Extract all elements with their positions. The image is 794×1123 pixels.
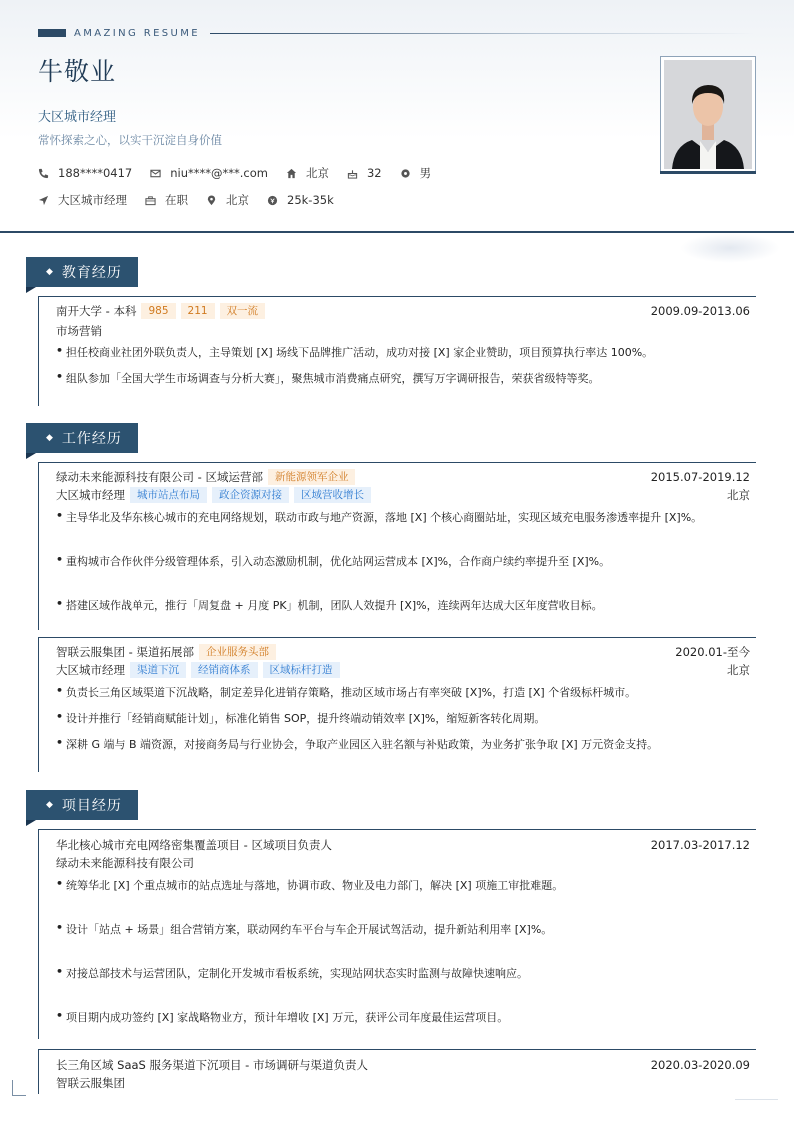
cake-icon (347, 168, 358, 179)
education-entry (38, 296, 756, 406)
company-name: 绿动未来能源科技有限公司 - 区域运营部 (56, 470, 263, 484)
mail-icon (150, 168, 161, 179)
work-bullet: • 设计并推行「经销商赋能计划」，标准化销售 SOP，提升终端动销效率 [X]%，缩短新客转化周期。 (56, 710, 546, 725)
salary-text: 25k-35k (287, 193, 334, 207)
salary-item (267, 193, 334, 207)
work-entry (38, 637, 756, 772)
phone-text: 188****0417 (58, 166, 133, 180)
role-name: 大区城市经理 (56, 488, 125, 502)
brand-rule (210, 33, 755, 34)
work-bullet: • 深耕 G 端与 B 端资源，对接商务局与行业协会，争取产业园区入驻名额与补贴政策，为业务扩张争取 [X] 万元资金支持。 (56, 736, 659, 751)
bullet-text: 设计并推行「经销商赋能计划」，标准化销售 SOP，提升终端动销效率 [X]%，缩短新客转化周期。 (66, 712, 546, 725)
project-name: 长三角区域 SaaS 服务渠道下沉项目 - 市场调研与渠道负责人 (56, 1058, 368, 1072)
bullet-text: 统筹华北 [X] 个重点城市的站点选址与落地，协调市政、物业及电力部门，解决 [X] 项施工审批难题。 (66, 879, 564, 892)
work-header-row (56, 469, 750, 485)
major-name: 市场营销 (56, 324, 102, 338)
header-shadow (680, 233, 780, 263)
education-date: 2009.09-2013.06 (650, 304, 750, 318)
diamond-icon: ◆ (46, 267, 54, 277)
phone-item (38, 166, 132, 180)
age-text: 32 (366, 166, 382, 180)
work-bullet: • 负责长三角区域渠道下沉战略，制定差异化进销存策略，推动区域市场占有率突破 [X]%，打造 [X] 个省级标杆城市。 (56, 684, 637, 699)
bullet-text: 负责长三角区域渠道下沉战略，制定差异化进销存策略，推动区域市场占有率突破 [X]%，打造 [X] 个省级标杆城市。 (66, 686, 637, 699)
target-city-item (206, 192, 249, 208)
project-entry (38, 1049, 756, 1094)
bullet-text: 重构城市合作伙伴分级管理体系，引入动态激励机制，优化站网运营成本 [X]%，合作商户续约率提升至 [X]%。 (66, 555, 611, 568)
candidate-motto: 常怀探索之心，以实干沉淀自身价值 (38, 133, 222, 147)
target-role-item (38, 192, 127, 208)
project-bullet: • 设计「站点 + 场景」组合营销方案，联动网约车平台与车企开展试驾活动，提升新站利用率 [X]%。 (56, 921, 553, 936)
city-text: 北京 (305, 166, 329, 180)
bullet-text: 项目期内成功签约 [X] 家战略物业方，预计年增收 [X] 万元，获评公司年度最佳运营项目。 (66, 1011, 509, 1024)
company-tag: 新能源领军企业 (268, 469, 356, 485)
location-pin-icon (206, 195, 217, 206)
contact-info-row (38, 165, 449, 181)
diamond-icon: ◆ (46, 800, 54, 810)
work-bullet: • 主导华北及华东核心城市的充电网络规划，联动市政与地产资源，落地 [X] 个核心商圈站址，实现区域充电服务渗透率提升 [X]%。 (56, 509, 703, 524)
role-tag: 经销商体系 (191, 662, 258, 678)
gender-item (400, 165, 432, 181)
work-location: 北京 (727, 488, 750, 502)
money-icon (267, 195, 278, 206)
project-org: 绿动未来能源科技有限公司 (56, 856, 194, 870)
city-item (286, 165, 329, 181)
bullet-text: 对接总部技术与运营团队，定制化开发城市看板系统，实现站网状态实时监测与故障快速响应。 (66, 967, 528, 980)
education-bullet: • 组队参加「全国大学生市场调查与分析大赛」，聚焦城市消费痛点研究，撰写万字调研报告，荣获省级特等奖。 (56, 370, 600, 385)
profile-photo-image (664, 60, 752, 169)
brand-mark (38, 27, 200, 39)
project-date: 2020.03-2020.09 (650, 1058, 750, 1072)
phone-icon (38, 168, 49, 179)
work-entry (38, 462, 756, 630)
section-title-text: 项目经历 (61, 798, 122, 814)
work-header-row (56, 644, 750, 660)
project-bullet: • 项目期内成功签约 [X] 家战略物业方，预计年增收 [X] 万元，获评公司年度最佳运营项目。 (56, 1009, 509, 1024)
work-role-row (56, 487, 750, 503)
page-corner-mark (12, 1080, 26, 1096)
role-name: 大区城市经理 (56, 663, 125, 677)
project-entry (38, 829, 756, 1039)
role-tag: 政企资源对接 (212, 487, 289, 503)
work-bullet: • 搭建区域作战单元，推行「周复盘 + 月度 PK」机制，团队人效提升 [X]%，连续两年达成大区年度营收目标。 (56, 597, 603, 612)
school-name: 南开大学 - 本科 (56, 304, 137, 318)
role-tag: 区域营收增长 (294, 487, 371, 503)
candidate-name: 牛敬业 (38, 57, 117, 86)
role-tag: 区域标杆打造 (263, 662, 340, 678)
bullet-text: 深耕 G 端与 B 端资源，对接商务局与行业协会，争取产业园区入驻名额与补贴政策，为业务扩张争取 [X] 万元资金支持。 (66, 738, 659, 751)
home-icon (286, 168, 297, 179)
brand-text: AMAZING RESUME (74, 27, 200, 39)
profile-photo (660, 56, 756, 173)
bullet-text: 主导华北及华东核心城市的充电网络规划，联动市政与地产资源，落地 [X] 个核心商圈站址，实现区域充电服务渗透率提升 [X]%。 (66, 511, 703, 524)
project-date: 2017.03-2017.12 (650, 838, 750, 852)
section-title-text: 工作经历 (61, 431, 122, 447)
education-header-row (56, 303, 750, 319)
project-org-row (56, 855, 750, 871)
work-role-row (56, 662, 750, 678)
work-date: 2015.07-2019.12 (650, 470, 750, 484)
project-header-row (56, 1057, 750, 1073)
role-tag: 城市站点布局 (130, 487, 207, 503)
project-name: 华北核心城市充电网络密集覆盖项目 - 区域项目负责人 (56, 838, 332, 852)
target-role-text: 大区城市经理 (58, 193, 127, 207)
project-header-row (56, 837, 750, 853)
email-text: niu****@***.com (170, 166, 268, 180)
work-location: 北京 (727, 663, 750, 677)
photo-accent-bar (660, 171, 756, 174)
section-title-work (26, 423, 138, 453)
send-icon (38, 195, 49, 206)
project-bullet: • 对接总部技术与运营团队，定制化开发城市看板系统，实现站网状态实时监测与故障快速响应。 (56, 965, 528, 980)
education-bullet: • 担任校商业社团外联负责人，主导策划 [X] 场线下品牌推广活动，成功对接 [X] 家企业赞助，项目预算执行率达 100%。 (56, 344, 654, 359)
project-org-row (56, 1075, 750, 1091)
work-bullet: • 重构城市合作伙伴分级管理体系，引入动态激励机制，优化站网运营成本 [X]%，合作商户续约率提升至 [X]%。 (56, 553, 611, 568)
section-title-projects (26, 790, 138, 820)
bullet-text: 组队参加「全国大学生市场调查与分析大赛」，聚焦城市消费痛点研究，撰写万字调研报告，荣获省级特等奖。 (66, 372, 600, 385)
bullet-text: 担任校商业社团外联负责人，主导策划 [X] 场线下品牌推广活动，成功对接 [X] 家企业赞助，项目预算执行率达 100%。 (66, 346, 654, 359)
email-item (150, 166, 268, 180)
status-text: 在职 (165, 193, 188, 207)
header-divider (0, 231, 794, 233)
section-title-education (26, 257, 138, 287)
work-date: 2020.01-至今 (675, 645, 750, 659)
school-tag: 双一流 (220, 303, 266, 319)
project-org: 智联云服集团 (56, 1076, 125, 1090)
role-tag: 渠道下沉 (130, 662, 186, 678)
project-bullet: • 统筹华北 [X] 个重点城市的站点选址与落地，协调市政、物业及电力部门，解决 [X] 项施工审批难题。 (56, 877, 564, 892)
target-city-text: 北京 (226, 193, 249, 207)
diamond-icon: ◆ (46, 433, 54, 443)
section-title-text: 教育经历 (61, 265, 122, 281)
age-item (347, 166, 382, 180)
status-item (145, 192, 188, 208)
education-major-row (56, 323, 750, 339)
company-tag: 企业服务头部 (199, 644, 276, 660)
gender-text: 男 (419, 166, 432, 180)
candidate-job-title: 大区城市经理 (38, 110, 117, 125)
school-tag: 211 (181, 303, 215, 319)
briefcase-icon (145, 195, 156, 206)
brand-bar (38, 29, 66, 37)
bullet-text: 设计「站点 + 场景」组合营销方案，联动网约车平台与车企开展试驾活动，提升新站利用率 [X]%。 (66, 923, 553, 936)
gender-icon (400, 168, 411, 179)
job-info-row (38, 192, 352, 208)
bullet-text: 搭建区域作战单元，推行「周复盘 + 月度 PK」机制，团队人效提升 [X]%，连续两年达成大区年度营收目标。 (66, 599, 603, 612)
page-corner-line (735, 1099, 778, 1100)
school-tag: 985 (141, 303, 175, 319)
company-name: 智联云服集团 - 渠道拓展部 (56, 645, 194, 659)
